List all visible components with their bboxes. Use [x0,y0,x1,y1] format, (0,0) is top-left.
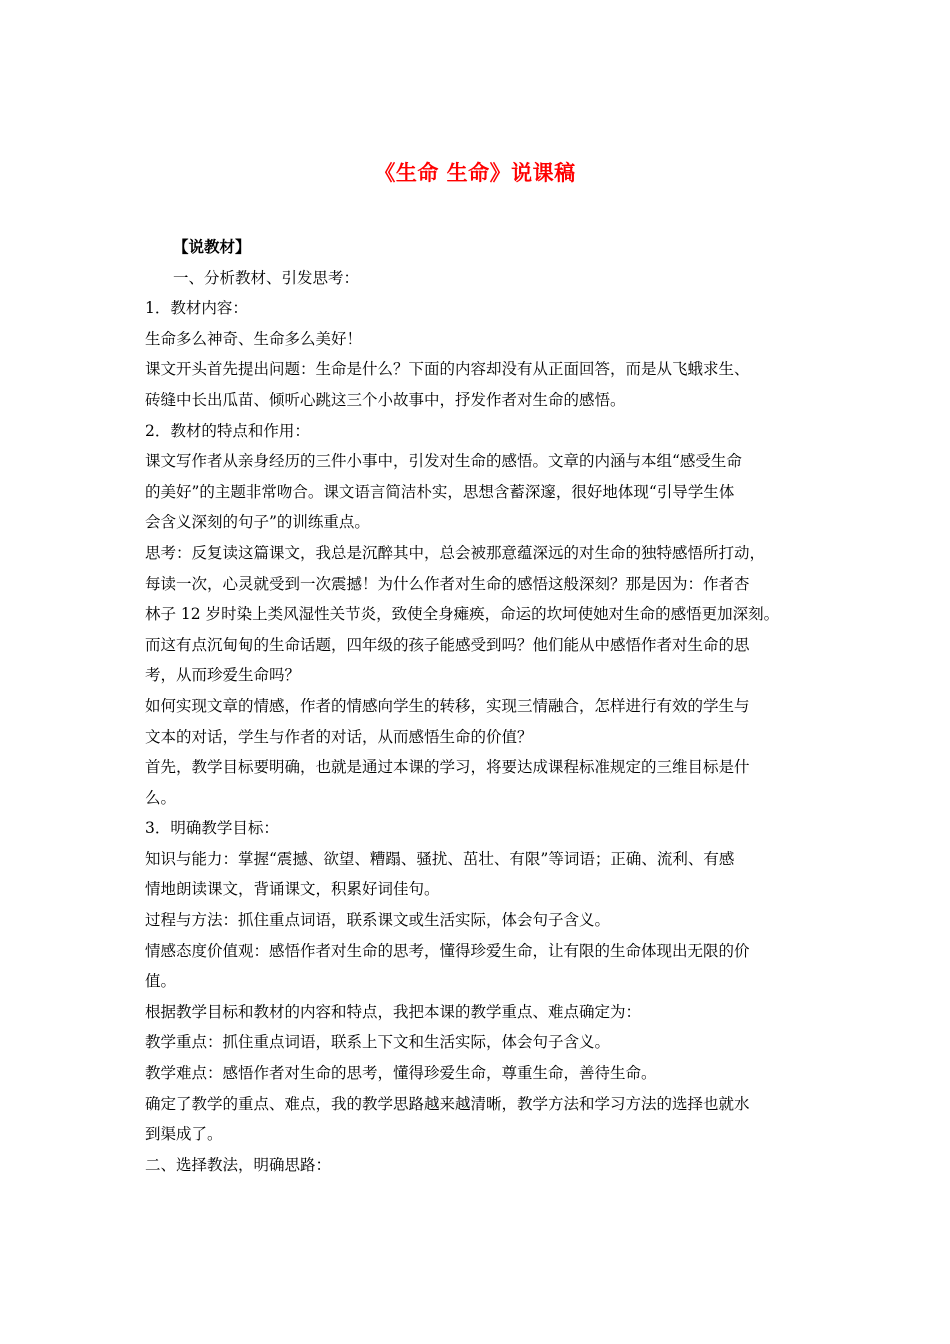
paragraph-line: 根据教学目标和教材的内容和特点，我把本课的教学重点、难点确定为： [145,1002,642,1021]
paragraph-line: 砖缝中长出瓜苗、倾听心跳这三个小故事中，抒发作者对生命的感悟。 [145,390,626,409]
paragraph-line: 3．明确教学目标： [145,819,279,838]
paragraph-line: 林子 12 岁时染上类风湿性关节炎，致使全身瘫痪，命运的坎坷使她对生命的感悟更加深刻。 [145,605,780,624]
paragraph-line: 会含义深刻的句子”的训练重点。 [145,513,370,532]
document-title: 《生命 生命》说课稿 [374,160,576,185]
paragraph-line: 2．教材的特点和作用： [145,421,310,440]
paragraph-line: 过程与方法：抓住重点词语，联系课文或生活实际，体会句子含义。 [145,911,611,930]
section-heading: 【说教材】 [173,237,251,256]
paragraph-line: 1．教材内容： [145,299,248,318]
paragraph-line: 每读一次，心灵就受到一次震撼！为什么作者对生命的感悟这般深刻？那是因为：作者杏 [145,574,750,593]
paragraph-line: 考，从而珍爱生命吗？ [145,666,301,685]
paragraph-line: 情地朗读课文，背诵课文，积累好词佳句。 [145,880,440,899]
paragraph-line: 情感态度价值观：感悟作者对生命的思考，懂得珍爱生命，让有限的生命体现出无限的价 [145,941,750,960]
paragraph-line: 到渠成了。 [145,1125,223,1144]
paragraph-line: 生命多么神奇、生命多么美好！ [145,329,363,348]
paragraph-line: 思考：反复读这篇课文，我总是沉醉其中，总会被那意蕴深远的对生命的独特感悟所打动， [145,543,766,562]
paragraph-line: 值。 [145,972,177,991]
paragraph-line: 知识与能力：掌握“震撼、欲望、糟蹋、骚扰、茁壮、有限”等词语；正确、流利、有感 [145,849,735,868]
paragraph-line: 如何实现文章的情感，作者的情感向学生的转移，实现三情融合，怎样进行有效的学生与 [145,696,750,715]
paragraph-line: 首先，教学目标要明确，也就是通过本课的学习，将要达成课程标准规定的三维目标是什 [145,758,750,777]
document-body [145,232,815,1180]
paragraph-line: 一、分析教材、引发思考： [173,268,360,287]
paragraph-line: 教学难点：感悟作者对生命的思考，懂得珍爱生命，尊重生命，善待生命。 [145,1064,657,1083]
paragraph-line: 课文开头首先提出问题：生命是什么？下面的内容却没有从正面回答，而是从飞蛾求生、 [145,360,750,379]
paragraph-line: 确定了教学的重点、难点，我的教学思路越来越清晰，教学方法和学习方法的选择也就水 [145,1094,750,1113]
paragraph-line: 二、选择教法，明确思路： [145,1155,332,1174]
paragraph-line: 的美好”的主题非常吻合。课文语言简洁朴实，思想含蓄深邃，很好地体现“引导学生体 [145,482,735,501]
paragraph-line: 么。 [145,788,177,807]
paragraph-line: 文本的对话，学生与作者的对话，从而感悟生命的价值？ [145,727,533,746]
paragraph-line: 教学重点：抓住重点词语，联系上下文和生活实际，体会句子含义。 [145,1033,611,1052]
paragraph-line: 而这有点沉甸甸的生命话题，四年级的孩子能感受到吗？他们能从中感悟作者对生命的思 [145,635,750,654]
paragraph-line: 课文写作者从亲身经历的三件小事中，引发对生命的感悟。文章的内涵与本组“感受生命 [145,452,742,471]
